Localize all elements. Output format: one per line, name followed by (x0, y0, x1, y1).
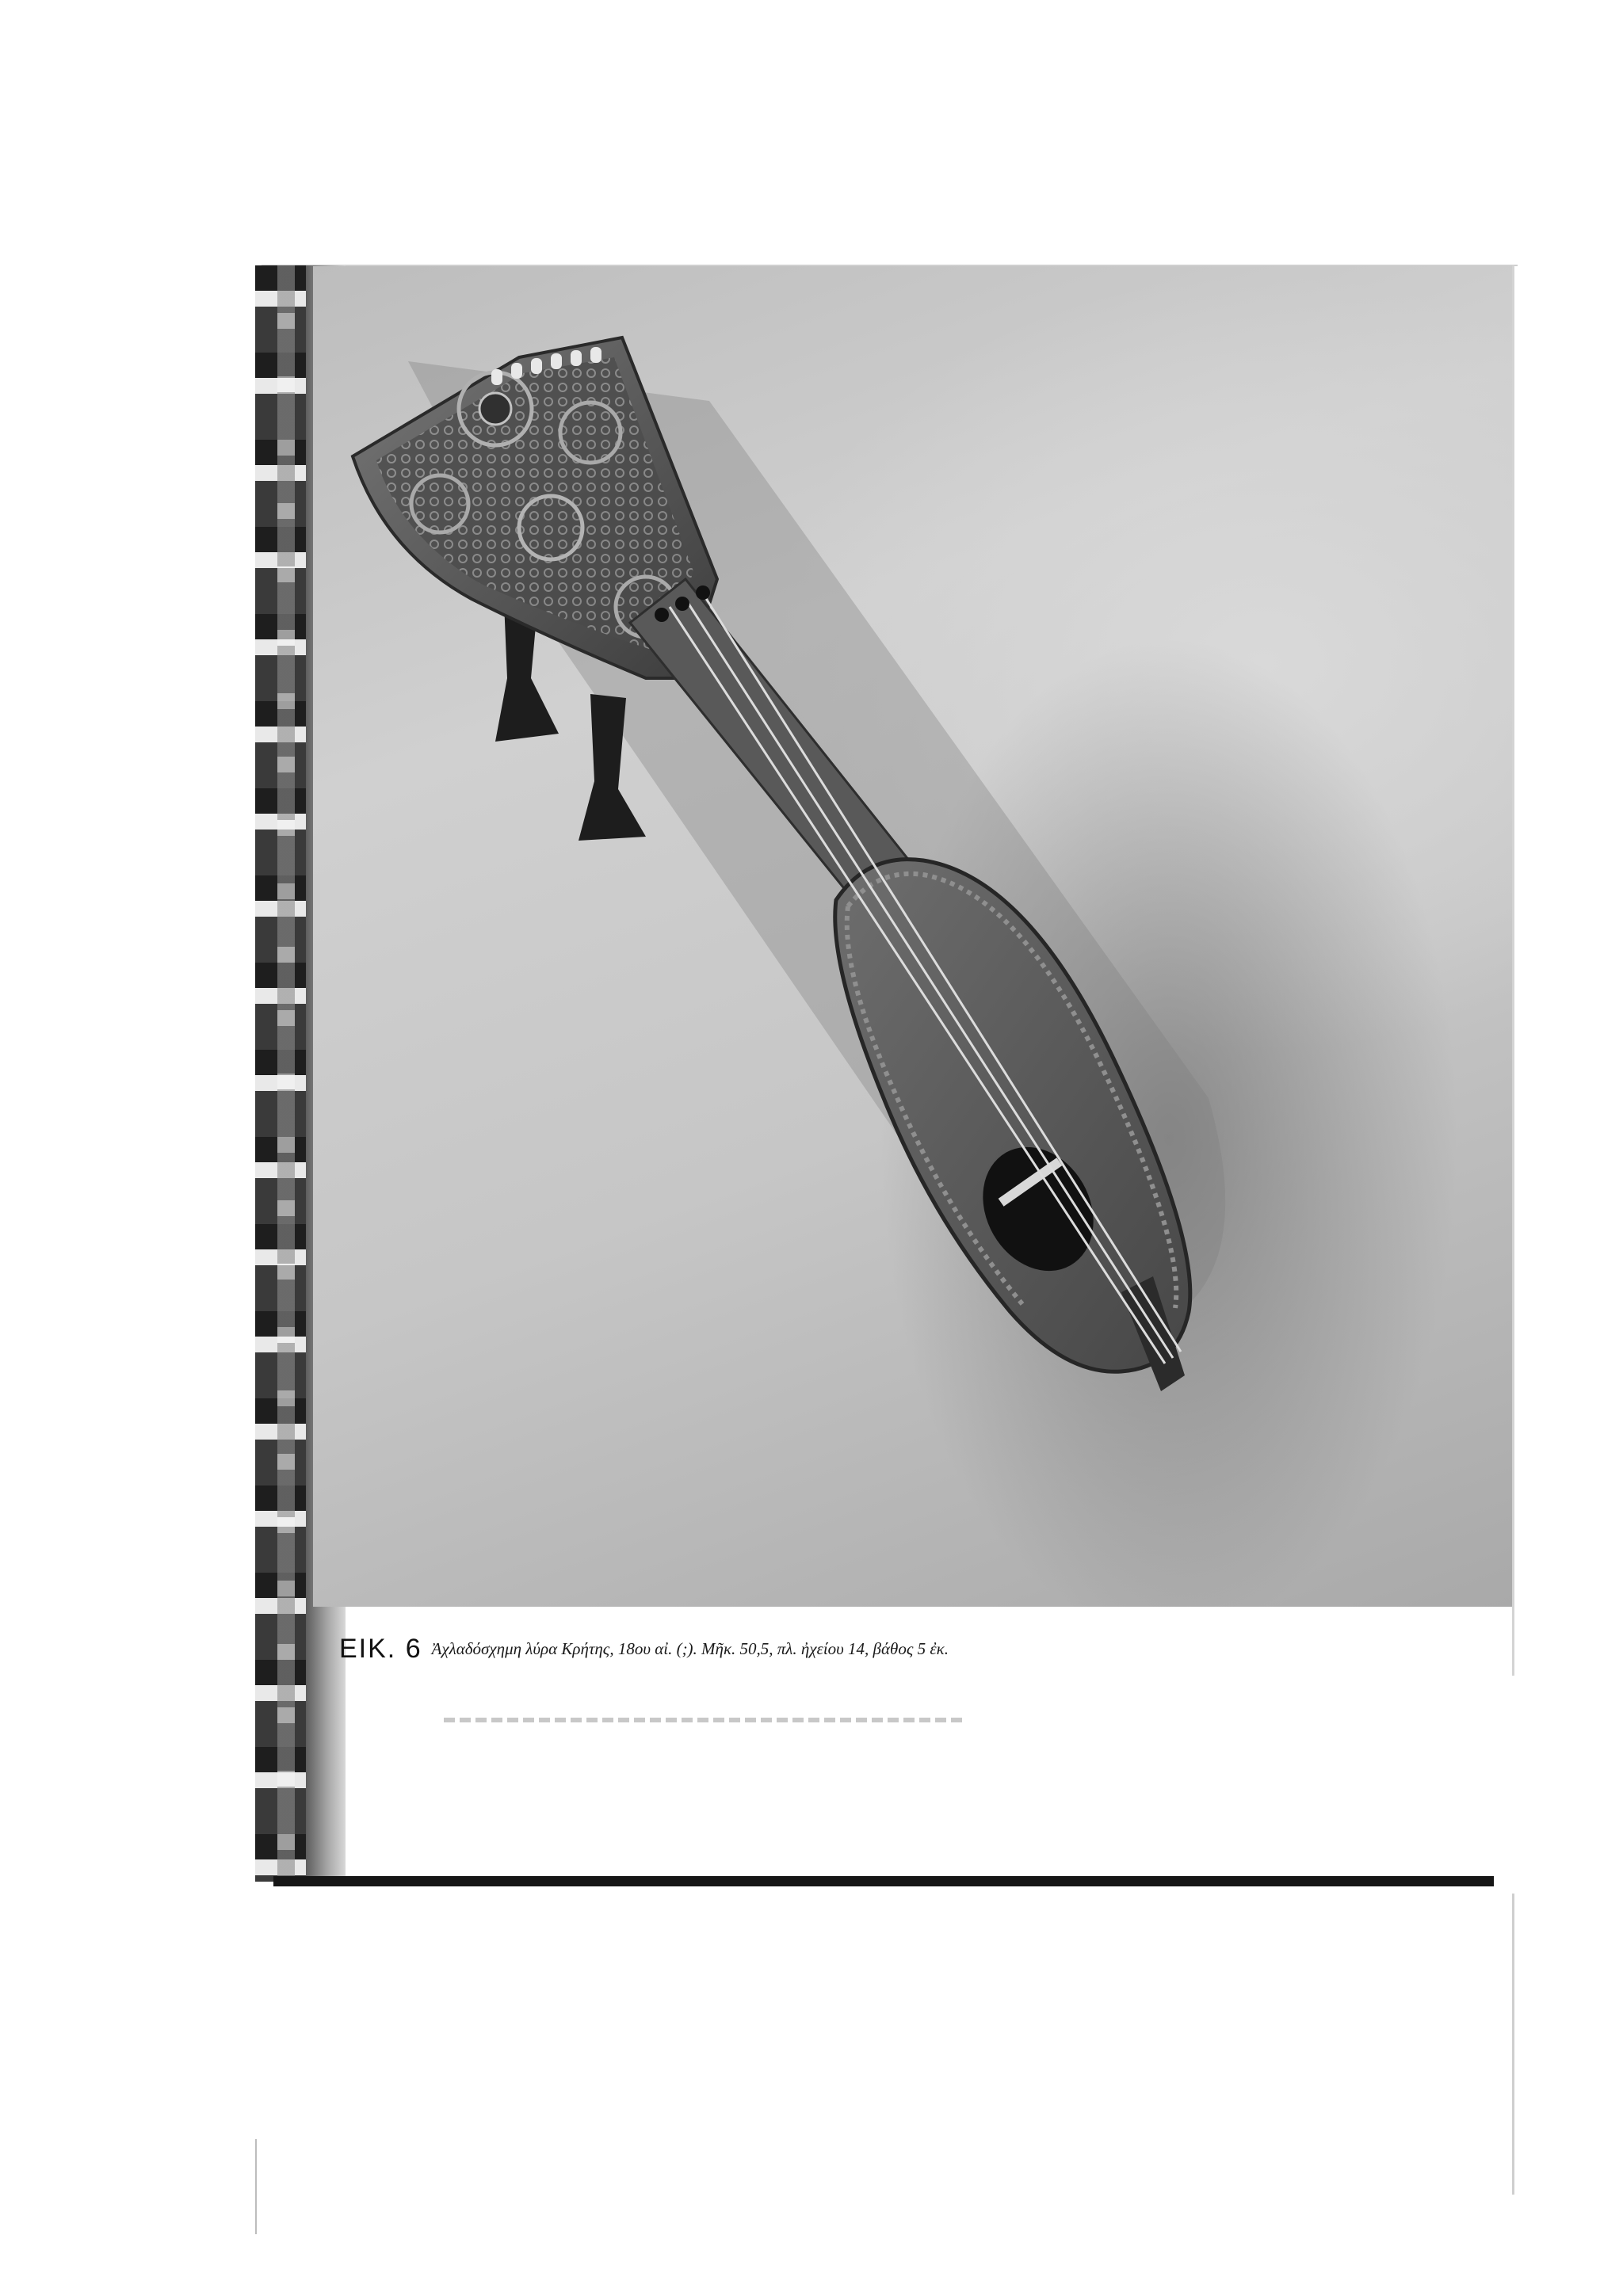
binding-holes (277, 265, 295, 1882)
page-bottom-bar (273, 1876, 1494, 1886)
tuning-peg (675, 597, 689, 611)
caption-text: Ἀχλαδόσχημη λύρα Κρήτης, 18ου αἰ. (;). Μῆκ. 50,5, πλ. ἠχείου 14, βάθος 5 ἐκ. (431, 1639, 949, 1658)
figure-caption (339, 1634, 1465, 1681)
page-right-edge-lower (1512, 1894, 1514, 2195)
figure-label: ΕΙΚ. 6 (339, 1634, 422, 1664)
page-right-edge (1512, 265, 1514, 1676)
page-left-edge-lower (255, 2139, 257, 2234)
lyra-illustration (313, 266, 1512, 1607)
faded-text-residue (444, 1718, 967, 1722)
tuning-peg (696, 585, 710, 600)
lyra-photograph (313, 266, 1512, 1607)
tuning-peg (655, 608, 669, 622)
